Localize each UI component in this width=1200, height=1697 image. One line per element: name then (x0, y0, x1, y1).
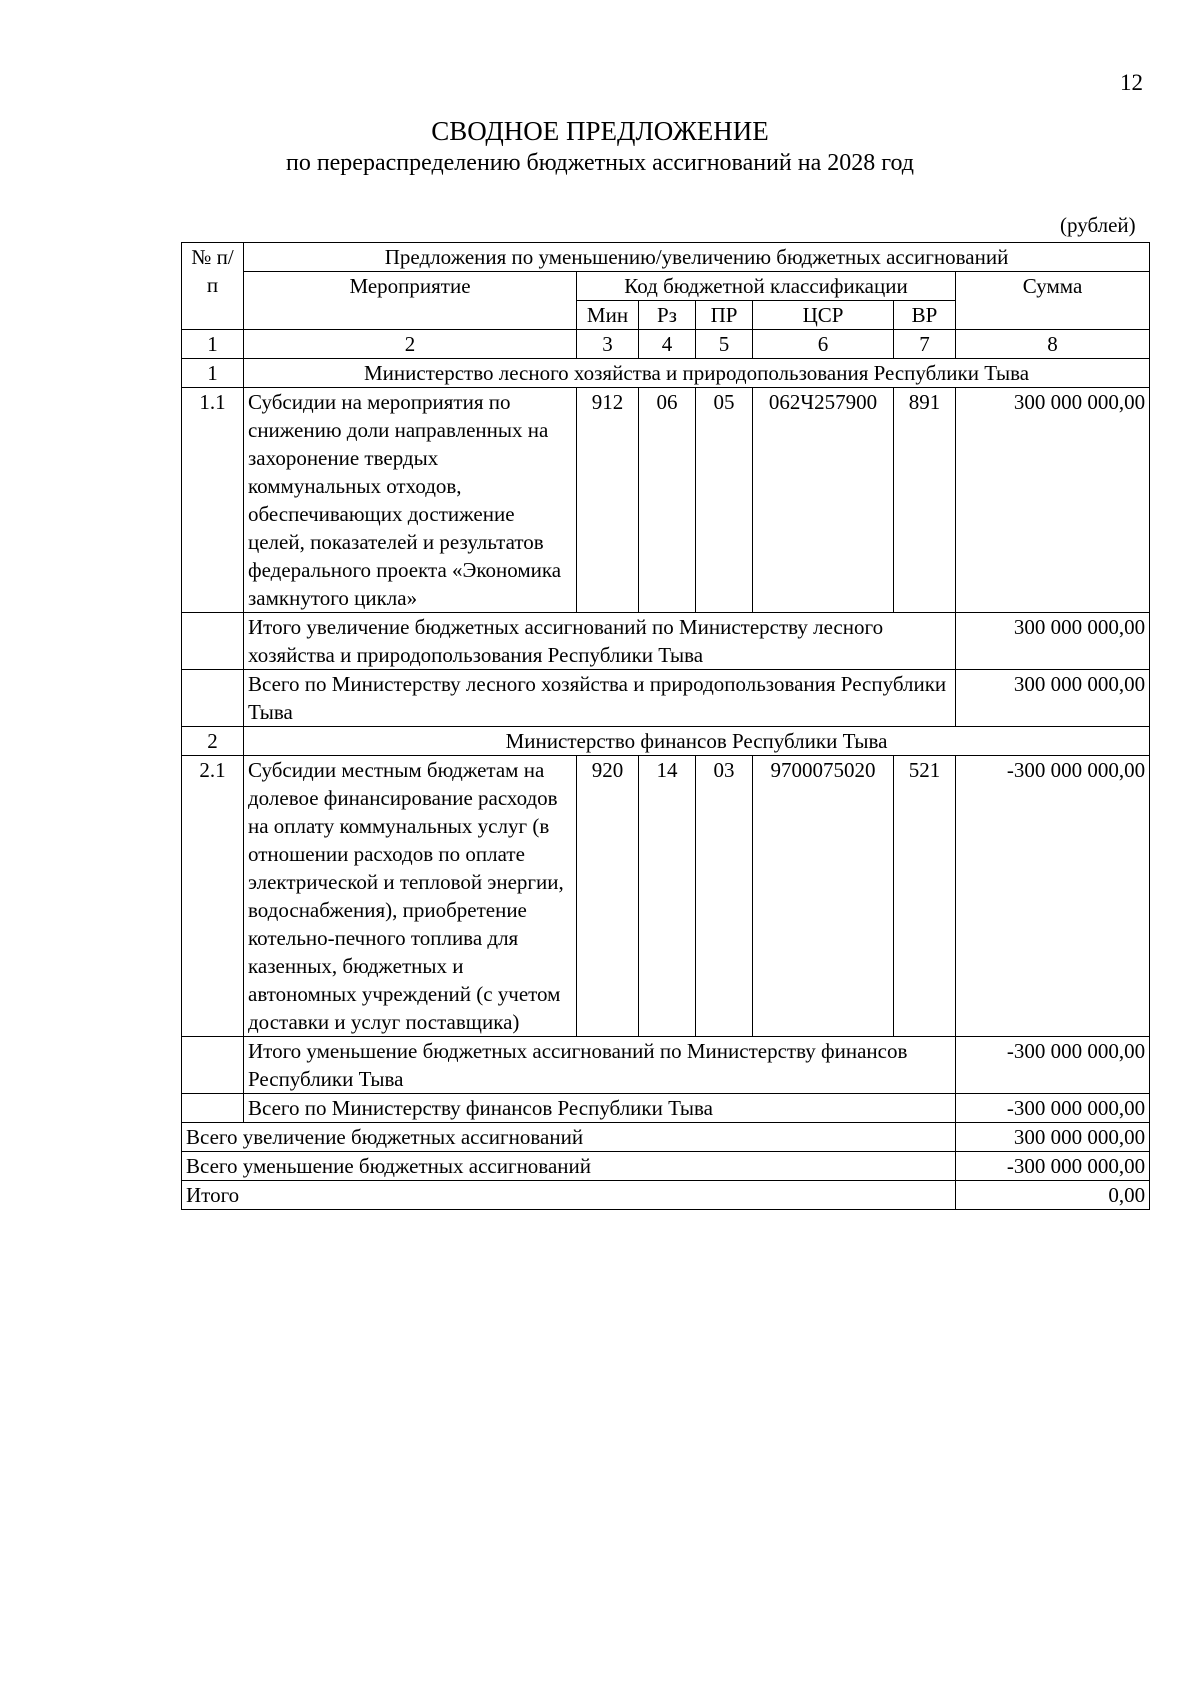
col-number: 6 (753, 330, 894, 359)
grand-total-sum: 0,00 (956, 1181, 1150, 1210)
subtotal-row (182, 1037, 1150, 1094)
item-sum: 300 000 000,00 (956, 388, 1150, 613)
header-rz: Рз (639, 301, 696, 330)
column-numbers-row (182, 330, 1150, 359)
col-number: 8 (956, 330, 1150, 359)
section-name: Министерство лесного хозяйства и природопользования Республики Тыва (244, 359, 1150, 388)
item-pr: 03 (696, 756, 753, 1037)
col-number: 5 (696, 330, 753, 359)
section-total-label: Всего по Министерству финансов Республики Тыва (244, 1094, 956, 1123)
item-min: 912 (577, 388, 639, 613)
subtotal-sum: -300 000 000,00 (956, 1037, 1150, 1094)
grand-total-label: Итого (182, 1181, 956, 1210)
document-subtitle: по перераспределению бюджетных ассигнований на 2028 год (285, 150, 915, 176)
item-event: Субсидии местным бюджетам на долевое финансирование расходов на оплату коммунальных услуг (в отношении расходов по оплате электрической и тепловой энергии, водоснабжения), приобретение котельно-печного топлива для казенных, бюджетных и автономных учреждений (с учетом доставки и услуг поставщика) (244, 756, 577, 1037)
header-vr: ВР (894, 301, 956, 330)
item-row (182, 756, 1150, 1037)
grand-total-row (182, 1152, 1150, 1181)
subtotal-sum: 300 000 000,00 (956, 613, 1150, 670)
empty-cell (182, 1037, 244, 1094)
col-number: 4 (639, 330, 696, 359)
item-csr: 062Ч257900 (753, 388, 894, 613)
section-header-row (182, 359, 1150, 388)
subtotal-label: Итого увеличение бюджетных ассигнований по Министерству лесного хозяйства и природопользования Республики Тыва (244, 613, 956, 670)
item-min: 920 (577, 756, 639, 1037)
item-event: Субсидии на мероприятия по снижению доли направленных на захоронение твердых коммунальных отходов, обеспечивающих достижение целей, показателей и результатов федерального проекта «Экономика замкнутого цикла» (244, 388, 577, 613)
col-number: 3 (577, 330, 639, 359)
grand-total-label: Всего увеличение бюджетных ассигнований (182, 1123, 956, 1152)
grand-total-label: Всего уменьшение бюджетных ассигнований (182, 1152, 956, 1181)
budget-table (181, 242, 1150, 1210)
section-name: Министерство финансов Республики Тыва (244, 727, 1150, 756)
item-pr: 05 (696, 388, 753, 613)
item-sum: -300 000 000,00 (956, 756, 1150, 1037)
item-row (182, 388, 1150, 613)
grand-total-sum: -300 000 000,00 (956, 1152, 1150, 1181)
units-label: (рублей) (1060, 213, 1136, 237)
section-total-sum: -300 000 000,00 (956, 1094, 1150, 1123)
subtotal-label: Итого уменьшение бюджетных ассигнований по Министерству финансов Республики Тыва (244, 1037, 956, 1094)
header-code: Код бюджетной классификации (577, 272, 956, 301)
item-number: 2.1 (182, 756, 244, 1037)
item-rz: 06 (639, 388, 696, 613)
header-pr: ПР (696, 301, 753, 330)
header-proposals: Предложения по уменьшению/увеличению бюджетных ассигнований (244, 243, 1150, 272)
grand-total-row (182, 1181, 1150, 1210)
grand-total-row (182, 1123, 1150, 1152)
item-vr: 521 (894, 756, 956, 1037)
page-number: 12 (1120, 70, 1143, 95)
section-number: 2 (182, 727, 244, 756)
item-number: 1.1 (182, 388, 244, 613)
grand-total-sum: 300 000 000,00 (956, 1123, 1150, 1152)
section-total-sum: 300 000 000,00 (956, 670, 1150, 727)
section-total-label: Всего по Министерству лесного хозяйства и природопользования Республики Тыва (244, 670, 956, 727)
section-total-row (182, 670, 1150, 727)
subtotal-row (182, 613, 1150, 670)
section-number: 1 (182, 359, 244, 388)
header-csr: ЦСР (753, 301, 894, 330)
header-sum: Сумма (956, 272, 1150, 330)
header-event: Мероприятие (244, 272, 577, 330)
empty-cell (182, 1094, 244, 1123)
section-header-row (182, 727, 1150, 756)
col-number: 2 (244, 330, 577, 359)
col-number: 1 (182, 330, 244, 359)
document-title: СВОДНОЕ ПРЕДЛОЖЕНИЕ (431, 116, 769, 146)
header-row-2 (182, 272, 1150, 301)
item-rz: 14 (639, 756, 696, 1037)
item-vr: 891 (894, 388, 956, 613)
item-csr: 9700075020 (753, 756, 894, 1037)
col-number: 7 (894, 330, 956, 359)
header-row-1 (182, 243, 1150, 272)
empty-cell (182, 670, 244, 727)
section-total-row (182, 1094, 1150, 1123)
header-min: Мин (577, 301, 639, 330)
empty-cell (182, 613, 244, 670)
header-num: № п/п (182, 243, 244, 330)
